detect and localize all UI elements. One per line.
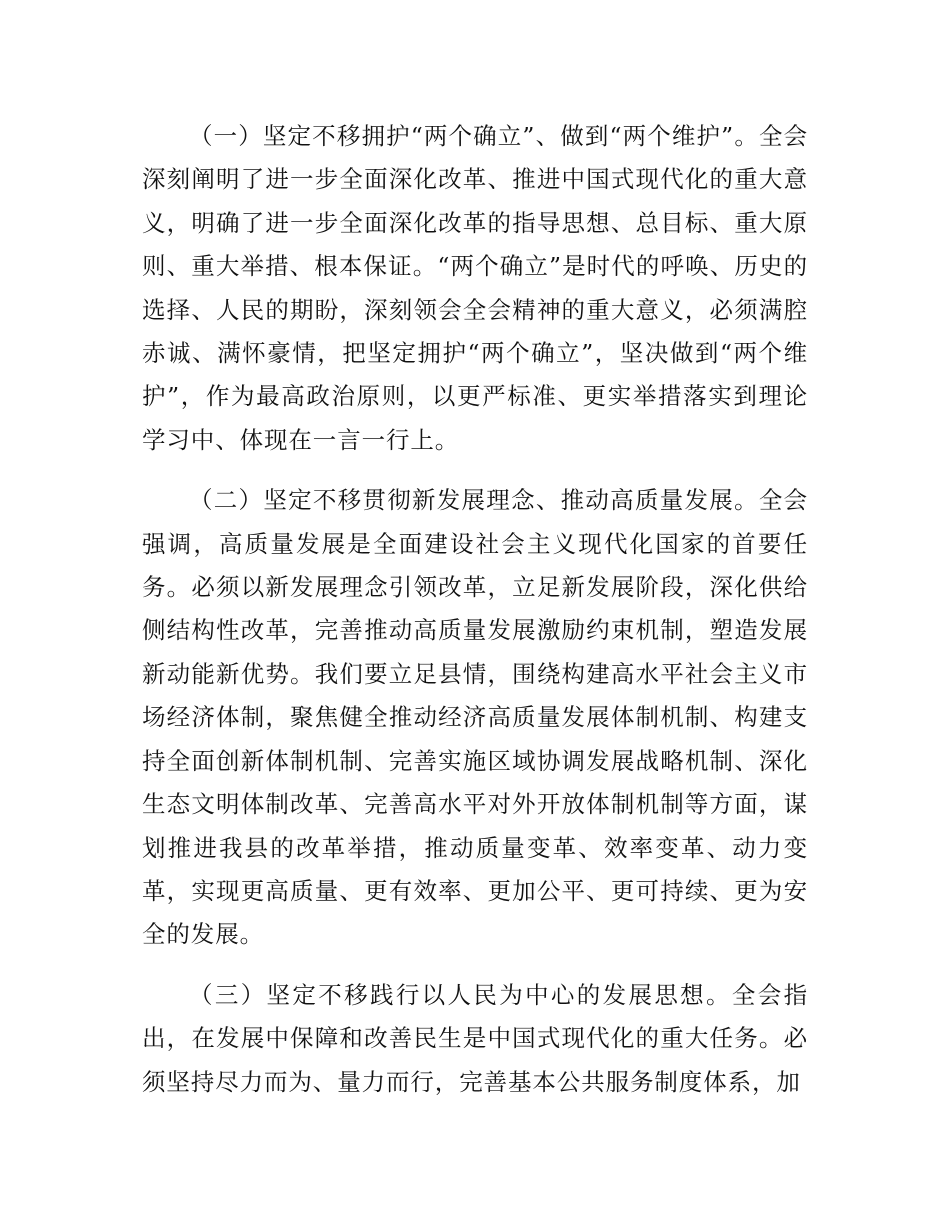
paragraph-2: （二）坚定不移贯彻新发展理念、推动高质量发展。全会强调，高质量发展是全面建设社会主义现代化国家的首要任务。必须以新发展理念引领改革，立足新发展阶段，深化供给侧结构性改革，完善推动高质量发展激励约束机制，塑造发展新动能新优势。我们要立足县情，围绕构建高水平社会主义市场经济体制，聚焦健全推动经济高质量发展体制机制、构建支持全面创新体制机制、完善实施区域协调发展战略机制、深化生态文明体制改革、完善高水平对外开放体制机制等方面，谋划推进我县的改革举措，推动质量变革、效率变革、动力变革，实现更高质量、更有效率、更加公平、更可持续、更为安全的发展。 (142, 486, 808, 949)
paragraph-3: （三）坚定不移践行以人民为中心的发展思想。全会指出，在发展中保障和改善民生是中国式现代化的重大任务。必须坚持尽力而为、量力而行，完善基本公共服务制度体系，加 (142, 980, 808, 1096)
paragraph-1: （一）坚定不移拥护“两个确立”、做到“两个维护”。全会深刻阐明了进一步全面深化改革、推进中国式现代化的重大意义，明确了进一步全面深化改革的指导思想、总目标、重大原则、重大举措、根本保证。“两个确立”是时代的呼唤、历史的选择、人民的期盼，深刻领会全会精神的重大意义，必须满腔赤诚、满怀豪情，把坚定拥护“两个确立”，坚决做到“两个维护”，作为最高政治原则，以更严标准、更实举措落实到理论学习中、体现在一言一行上。 (142, 122, 808, 454)
document-body (142, 115, 808, 1121)
